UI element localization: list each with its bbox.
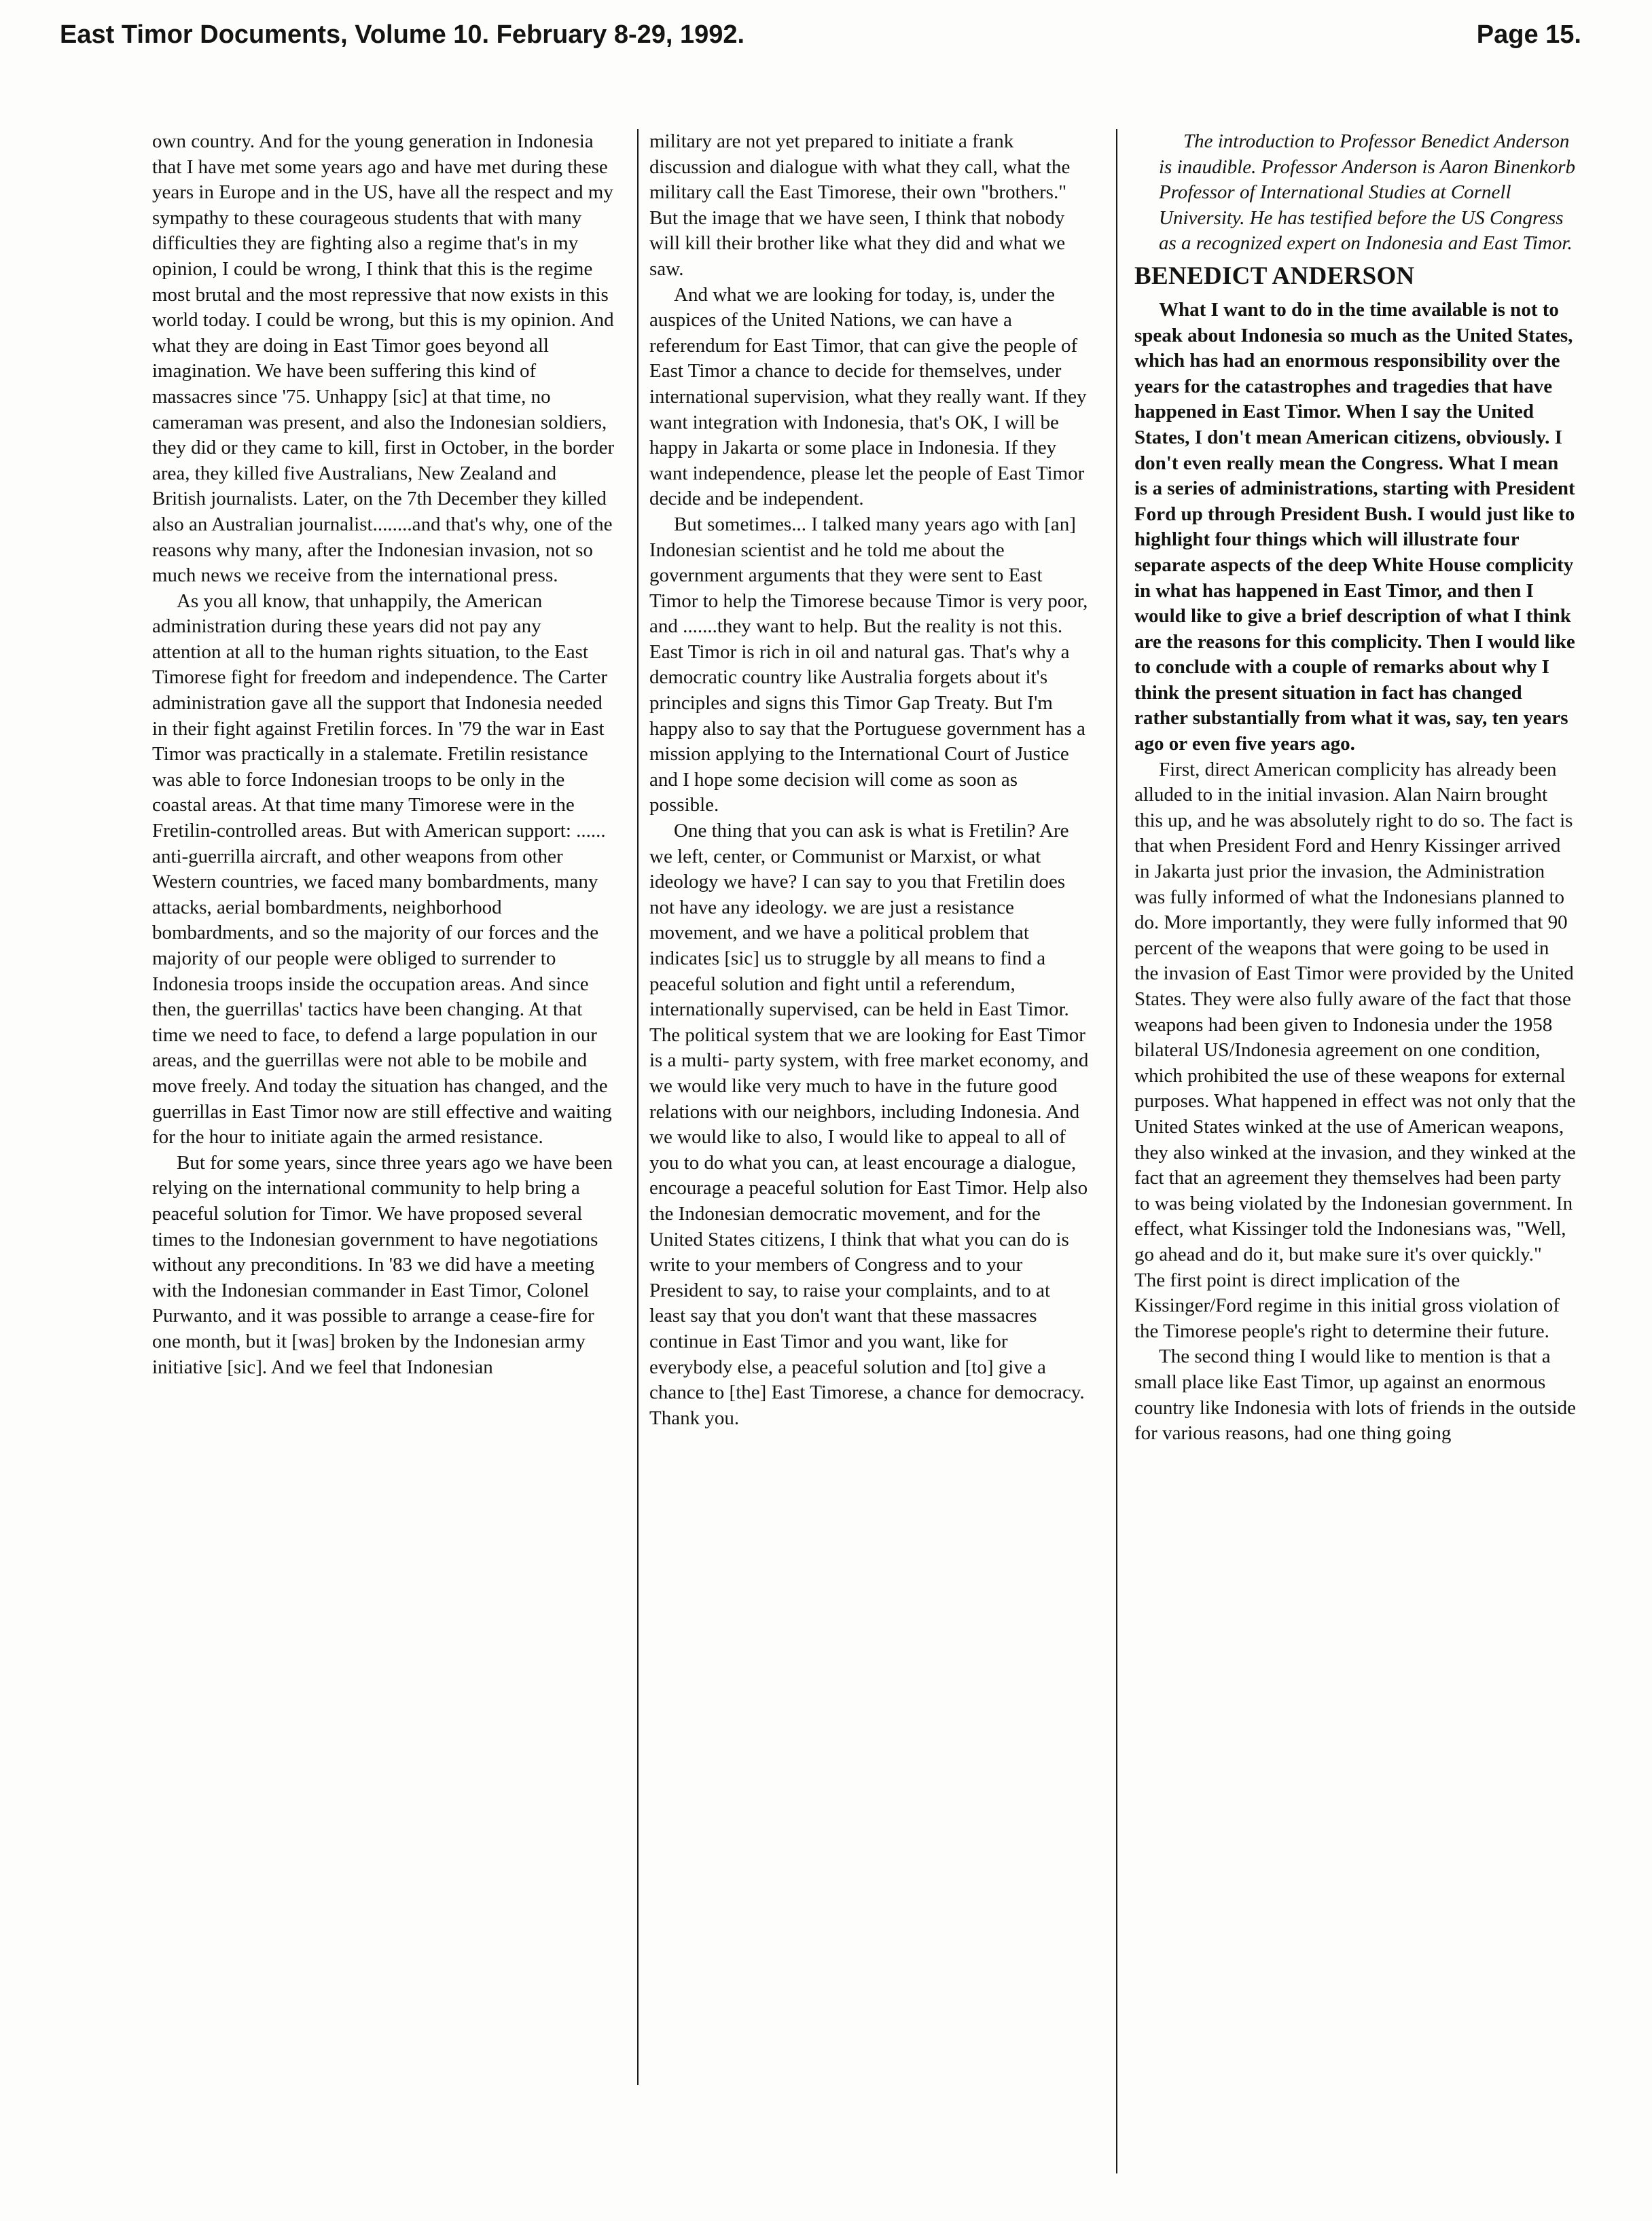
paragraph: military are not yet prepared to initiate a frank discussion and dialogue with what they call, what the military call the East Timorese, their own "brothers." But the image that we have seen, I think that nobody will kill their brother like what they did and what we saw. <box>649 130 1071 280</box>
paragraph: First, direct American complicity has already been alluded to in the initial invasion. Alan Nairn brought this up, and he was absolutely right to do so. The fact is that when President Ford and Henry Kissinger arrived in Jakarta just prior the invasion, the Administration was fully informed of what the Indonesians planned to do. More importantly, they were fully informed that 90 percent of the weapons that were going to be used in the invasion of East Timor were provided by the United States. They were also fully aware of the fact that those weapons had been given to Indonesia under the 1958 bilateral US/Indonesia agreement on one condition, which prohibited the use of these weapons for external purposes. What happened in effect was not only that the United States winked at the use of American weapons, they also winked at the invasion, and they winked at the fact that an agreement they themselves had been party to was being violated by the Indonesian government. In effect, what Kissinger told the Indonesians was, "Well, go ahead and do it, but make sure it's over quickly." The first point is direct implication of the Kissinger/Ford regime in this initial gross violation of the Timorese people's right to determine their future. <box>1134 758 1576 1342</box>
document-title: East Timor Documents, Volume 10. February 8-29, 1992. <box>60 20 745 49</box>
text-column-left <box>152 129 615 2167</box>
paragraph: What I want to do in the time available is not to speak about Indonesia so much as the United States, which has had an enormous responsibility over the years for the catastrophes and tragedies that have happened in East Timor. When I say the United States, I don't mean American citizens, obviously. I don't even really mean the Congress. What I mean is a series of administrations, starting with President Ford up through President Bush. I would just like to highlight four things which will illustrate four separate aspects of the deep White House complicity in what has happened in East Timor, and then I would like to give a brief description of what I think are the reasons for this complicity. Then I would like to conclude with a couple of remarks about why I think the present situation in fact has changed rather substantially from what it was, say, ten years ago or even five years ago. <box>1134 298 1575 755</box>
text-column-right <box>1134 129 1576 2167</box>
page-header <box>60 10 1581 68</box>
paragraph: The second thing I would like to mention is that a small place like East Timor, up against an enormous country like Indonesia with lots of friends in the outside for various reasons, had one thing going <box>1134 1346 1576 1445</box>
text-column-middle <box>649 129 1091 2167</box>
paragraph: But sometimes... I talked many years ago with [an] Indonesian scientist and he told me about the government arguments that they were sent to East Timor to help the Timorese because Timor is very poor, and .......they want to help. But the reality is not this. East Timor is rich in oil and natural gas. That's why a democratic country like Australia forgets about it's principles and signs this Timor Gap Treaty. But I'm happy also to say that the Portuguese government has a mission applying to the International Court of Justice and I hope some decision will come as soon as possible. <box>649 513 1088 816</box>
paragraph: own country. And for the young generation in Indonesia that I have met some years ago and have met during these years in Europe and in the US, have all the respect and my sympathy to these courageous students that with many difficulties they are fighting also a regime that's in my opinion, I could be wrong, I think that this is the regime most brutal and the most repressive that now exists in this world today. I could be wrong, but this is my opinion. And what they are doing in East Timor goes beyond all imagination. We have been suffering this kind of massacres since '75. Unhappy [sic] at that time, no cameraman was present, and also the Indonesian soldiers, they did or they came to kill, first in October, in the border area, they killed five Australians, New Zealand and British journalists. Later, on the 7th December they killed also an Australian journalist........and that's why, one of the reasons why many, after the Indonesian invasion, not so much news we receive from the international press. <box>152 130 615 587</box>
speaker-heading: BENEDICT ANDERSON <box>1134 261 1415 290</box>
speaker-introduction: The introduction to Professor Benedict Anderson is inaudible. Professor Anderson is Aaron Binenkorb Professor of International Studies at Cornell University. He has testified before the US Congress as a recognized expert on Indonesia and East Timor. <box>1159 130 1576 255</box>
column-divider <box>637 129 639 2085</box>
paragraph: But for some years, since three years ago we have been relying on the international community to help bring a peaceful solution for Timor. We have proposed several times to the Indonesian government to have negotiations without any preconditions. In '83 we did have a meeting with the Indonesian commander in East Timor, Colonel Purwanto, and it was possible to arrange a cease-fire for one month, but it [was] broken by the Indonesian army initiative [sic]. And we feel that Indonesian <box>152 1151 613 1378</box>
column-divider <box>1116 129 1117 2173</box>
paragraph: And what we are looking for today, is, under the auspices of the United Nations, we can have a referendum for East Timor, that can give the people of East Timor a chance to decide for themselves, under international supervision, what they really want. If they want integration with Indonesia, that's OK, I will be happy in Jakarta or some place in Indonesia. If they want independence, please let the people of East Timor decide and be independent. <box>649 283 1087 510</box>
paragraph: As you all know, that unhappily, the American administration during these years did not pay any attention at all to the human rights situation, to the East Timorese fight for freedom and independence. The Carter administration gave all the support that Indonesia needed in their fight against Fretilin forces. In '79 the war in East Timor was practically in a stalemate. Fretilin resistance was able to force Indonesian troops to be only in the coastal areas. At that time many Timorese were in the Fretilin-controlled areas. But with American support: ...... anti-guerrilla aircraft, and other weapons from other Western countries, we faced many bombardments, many attacks, aerial bombardments, neighborhood bombardments, and so the majority of our forces and the majority of our people were obliged to surrender to Indonesia troops inside the occupation areas. And since then, the guerrillas' tactics have been changing. At that time we need to face, to defend a large population in our areas, and the guerrillas were not able to be mobile and move freely. And today the situation has changed, and the guerrillas in East Timor now are still effective and waiting for the hour to initiate again the armed resistance. <box>152 590 612 1149</box>
page-number: Page 15. <box>1476 20 1581 49</box>
paragraph: One thing that you can ask is what is Fretilin? Are we left, center, or Communist or Marxist, or what ideology we have? I can say to you that Fretilin does not have any ideology. we are just a resistance movement, and we have a political problem that indicates [sic] us to struggle by all means to find a peaceful solution and fight until a referendum, internationally supervised, can be held in East Timor. The political system that we are looking for East Timor is a multi- party system, with free market economy, and we would like very much to have in the future good relations with our neighbors, including Indonesia. And we would like to also, I would like to appeal to all of you to do what you can, at least encourage a dialogue, encourage a peaceful solution for East Timor. Help also the Indonesian democratic movement, and for the United States citizens, I think that what you can do is write to your members of Congress and to your President to say, to raise your complaints, and to at least say that you don't want that these massacres continue in East Timor and you want, like for everybody else, a peaceful solution and [to] give a chance to [the] East Timorese, a chance for democracy. Thank you. <box>649 820 1089 1429</box>
